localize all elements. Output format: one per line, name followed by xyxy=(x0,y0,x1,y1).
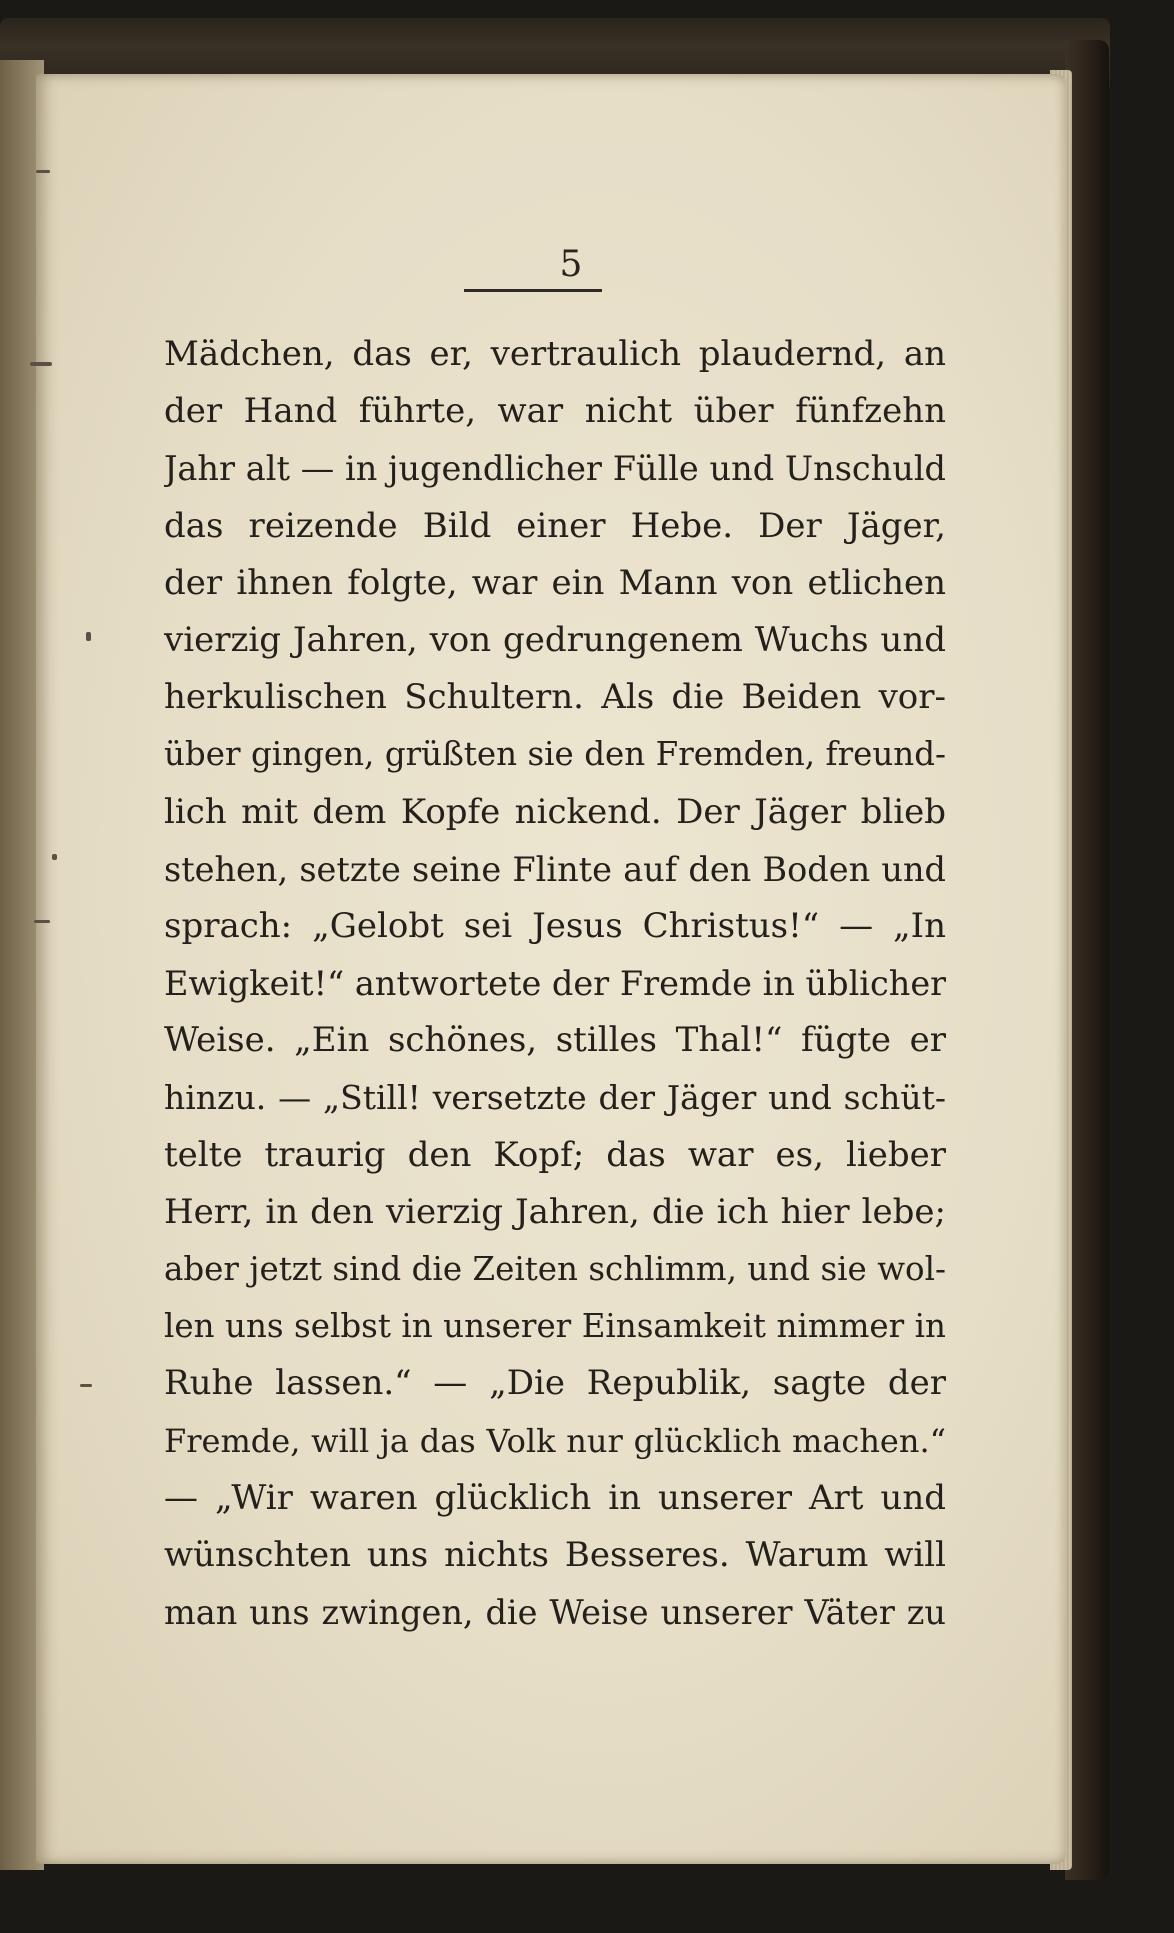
text-line: stehen, setzte seine Flinte auf den Boden und xyxy=(164,849,946,889)
body-text xyxy=(164,326,946,1641)
book-page xyxy=(36,74,1066,1864)
text-line: Ewigkeit!“ antwortete der Fremde in üblicher xyxy=(164,964,946,1004)
text-line: man uns zwingen, die Weise unserer Väter zu xyxy=(164,1593,946,1633)
text-line: wünschten uns nichts Besseres. Warum will xyxy=(164,1534,946,1575)
page-number: 5 xyxy=(559,244,583,285)
text-line: Jahr alt — in jugendlicher Fülle und Unschuld xyxy=(164,449,946,489)
text-line: das reizende Bild einer Hebe. Der Jäger, xyxy=(164,505,946,546)
margin-speck xyxy=(36,170,50,173)
text-line: — „Wir waren glücklich in unserer Art und xyxy=(164,1477,946,1518)
text-line: aber jetzt sind die Zeiten schlimm, und sie wol- xyxy=(164,1250,946,1288)
margin-speck xyxy=(80,1384,92,1387)
header-rule xyxy=(464,289,602,292)
text-line: Mädchen, das er, vertraulich plaudernd, an xyxy=(164,334,946,374)
text-line: Fremde, will ja das Volk nur glücklich machen.“ xyxy=(164,1421,946,1460)
text-line: Ruhe lassen.“ — „Die Republik, sagte der xyxy=(164,1363,946,1404)
text-line: hinzu. — „Still! versetzte der Jäger und schüt- xyxy=(164,1078,946,1118)
text-line: len uns selbst in unserer Einsamkeit nimmer in xyxy=(164,1307,946,1346)
margin-speck xyxy=(86,632,91,641)
text-line: der Hand führte, war nicht über fünfzehn xyxy=(164,391,946,432)
text-line: über gingen, grüßten sie den Fremden, freund- xyxy=(164,735,946,774)
text-line: der ihnen folgte, war ein Mann von etlichen xyxy=(164,562,946,603)
text-line: sprach: „Gelobt sei Jesus Christus!“ — „In xyxy=(164,905,946,946)
text-line: vierzig Jahren, von gedrungenem Wuchs und xyxy=(164,619,946,660)
text-line: Weise. „Ein schönes, stilles Thal!“ fügte er xyxy=(164,1020,946,1061)
margin-speck xyxy=(52,854,57,860)
text-line: telte traurig den Kopf; das war es, lieber xyxy=(164,1134,946,1175)
text-line: lich mit dem Kopfe nickend. Der Jäger blieb xyxy=(164,791,946,832)
text-line: Herr, in den vierzig Jahren, die ich hier lebe; xyxy=(164,1191,946,1232)
text-line: herkulischen Schultern. Als die Beiden vor- xyxy=(164,677,946,718)
margin-speck xyxy=(34,920,50,923)
margin-speck xyxy=(30,362,52,366)
